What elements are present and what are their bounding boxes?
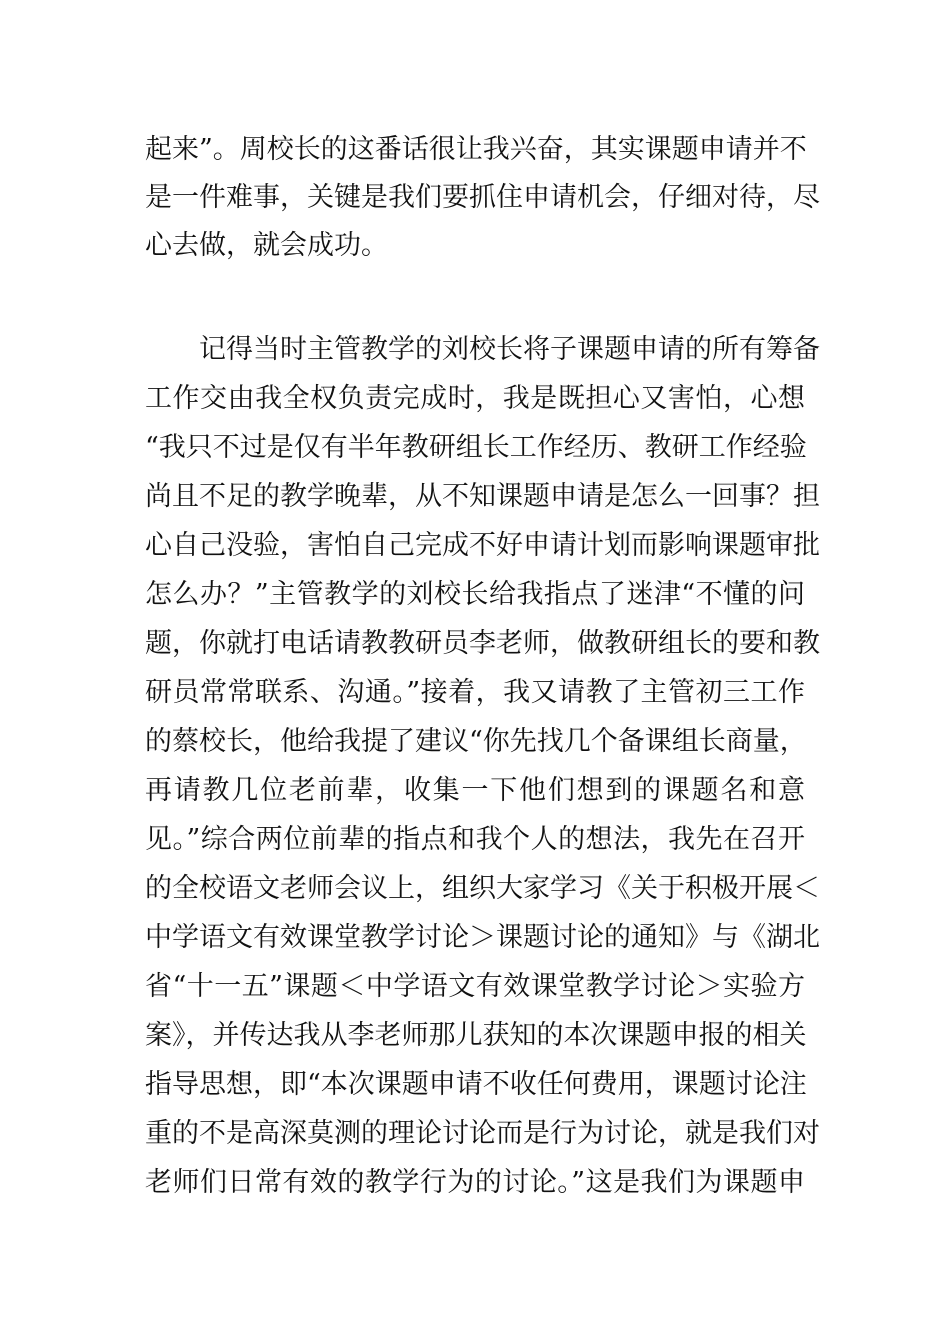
text-line: 题，你就打电话请教教研员李老师，做教研组长的要和教 — [145, 628, 820, 659]
text-line: 中学语文有效课堂教学讨论＞课题讨论的通知》与《湖北 — [145, 922, 820, 953]
text-line: 心去做，就会成功。 — [145, 230, 388, 261]
text-line: 心自己没验，害怕自己完成不好申请计划而影响课题审批 — [145, 530, 820, 561]
text-line: 是一件难事，关键是我们要抓住申请机会，仔细对待，尽 — [145, 182, 820, 213]
text-line: 尚且不足的教学晚辈，从不知课题申请是怎么一回事？担 — [145, 481, 820, 512]
text-line: 研员常常联系、沟通。”接着，我又请教了主管初三工作 — [145, 677, 805, 708]
text-line: 重的不是高深莫测的理论讨论而是行为讨论，就是我们对 — [145, 1118, 820, 1149]
text-line: 见。”综合两位前辈的指点和我个人的想法，我先在召开 — [145, 824, 805, 855]
text-line: “我只不过是仅有半年教研组长工作经历、教研工作经验 — [145, 432, 807, 463]
text-line: 怎么办？”主管教学的刘校长给我指点了迷津“不懂的问 — [145, 579, 805, 610]
text-line: 工作交由我全权负责完成时，我是既担心又害怕，心想 — [145, 383, 805, 414]
text-line: 省“十一五”课题＜中学语文有效课堂教学讨论＞实验方 — [145, 971, 805, 1002]
text-line: 记得当时主管教学的刘校长将子课题申请的所有筹备 — [145, 334, 820, 365]
text-line: 的全校语文老师会议上，组织大家学习《关于积极开展＜ — [145, 873, 820, 904]
text-line: 指导思想，即“本次课题申请不收任何费用，课题讨论注 — [145, 1069, 807, 1100]
text-line: 案》，并传达我从李老师那儿获知的本次课题申报的相关 — [145, 1020, 807, 1051]
text-line: 老师们日常有效的教学行为的讨论。”这是我们为课题申 — [145, 1167, 805, 1198]
text-line: 的蔡校长，他给我提了建议“你先找几个备课组长商量， — [145, 726, 807, 757]
text-line: 起来”。周校长的这番话很让我兴奋，其实课题申请并不 — [145, 134, 807, 165]
text-line: 再请教几位老前辈，收集一下他们想到的课题名和意 — [145, 775, 805, 806]
